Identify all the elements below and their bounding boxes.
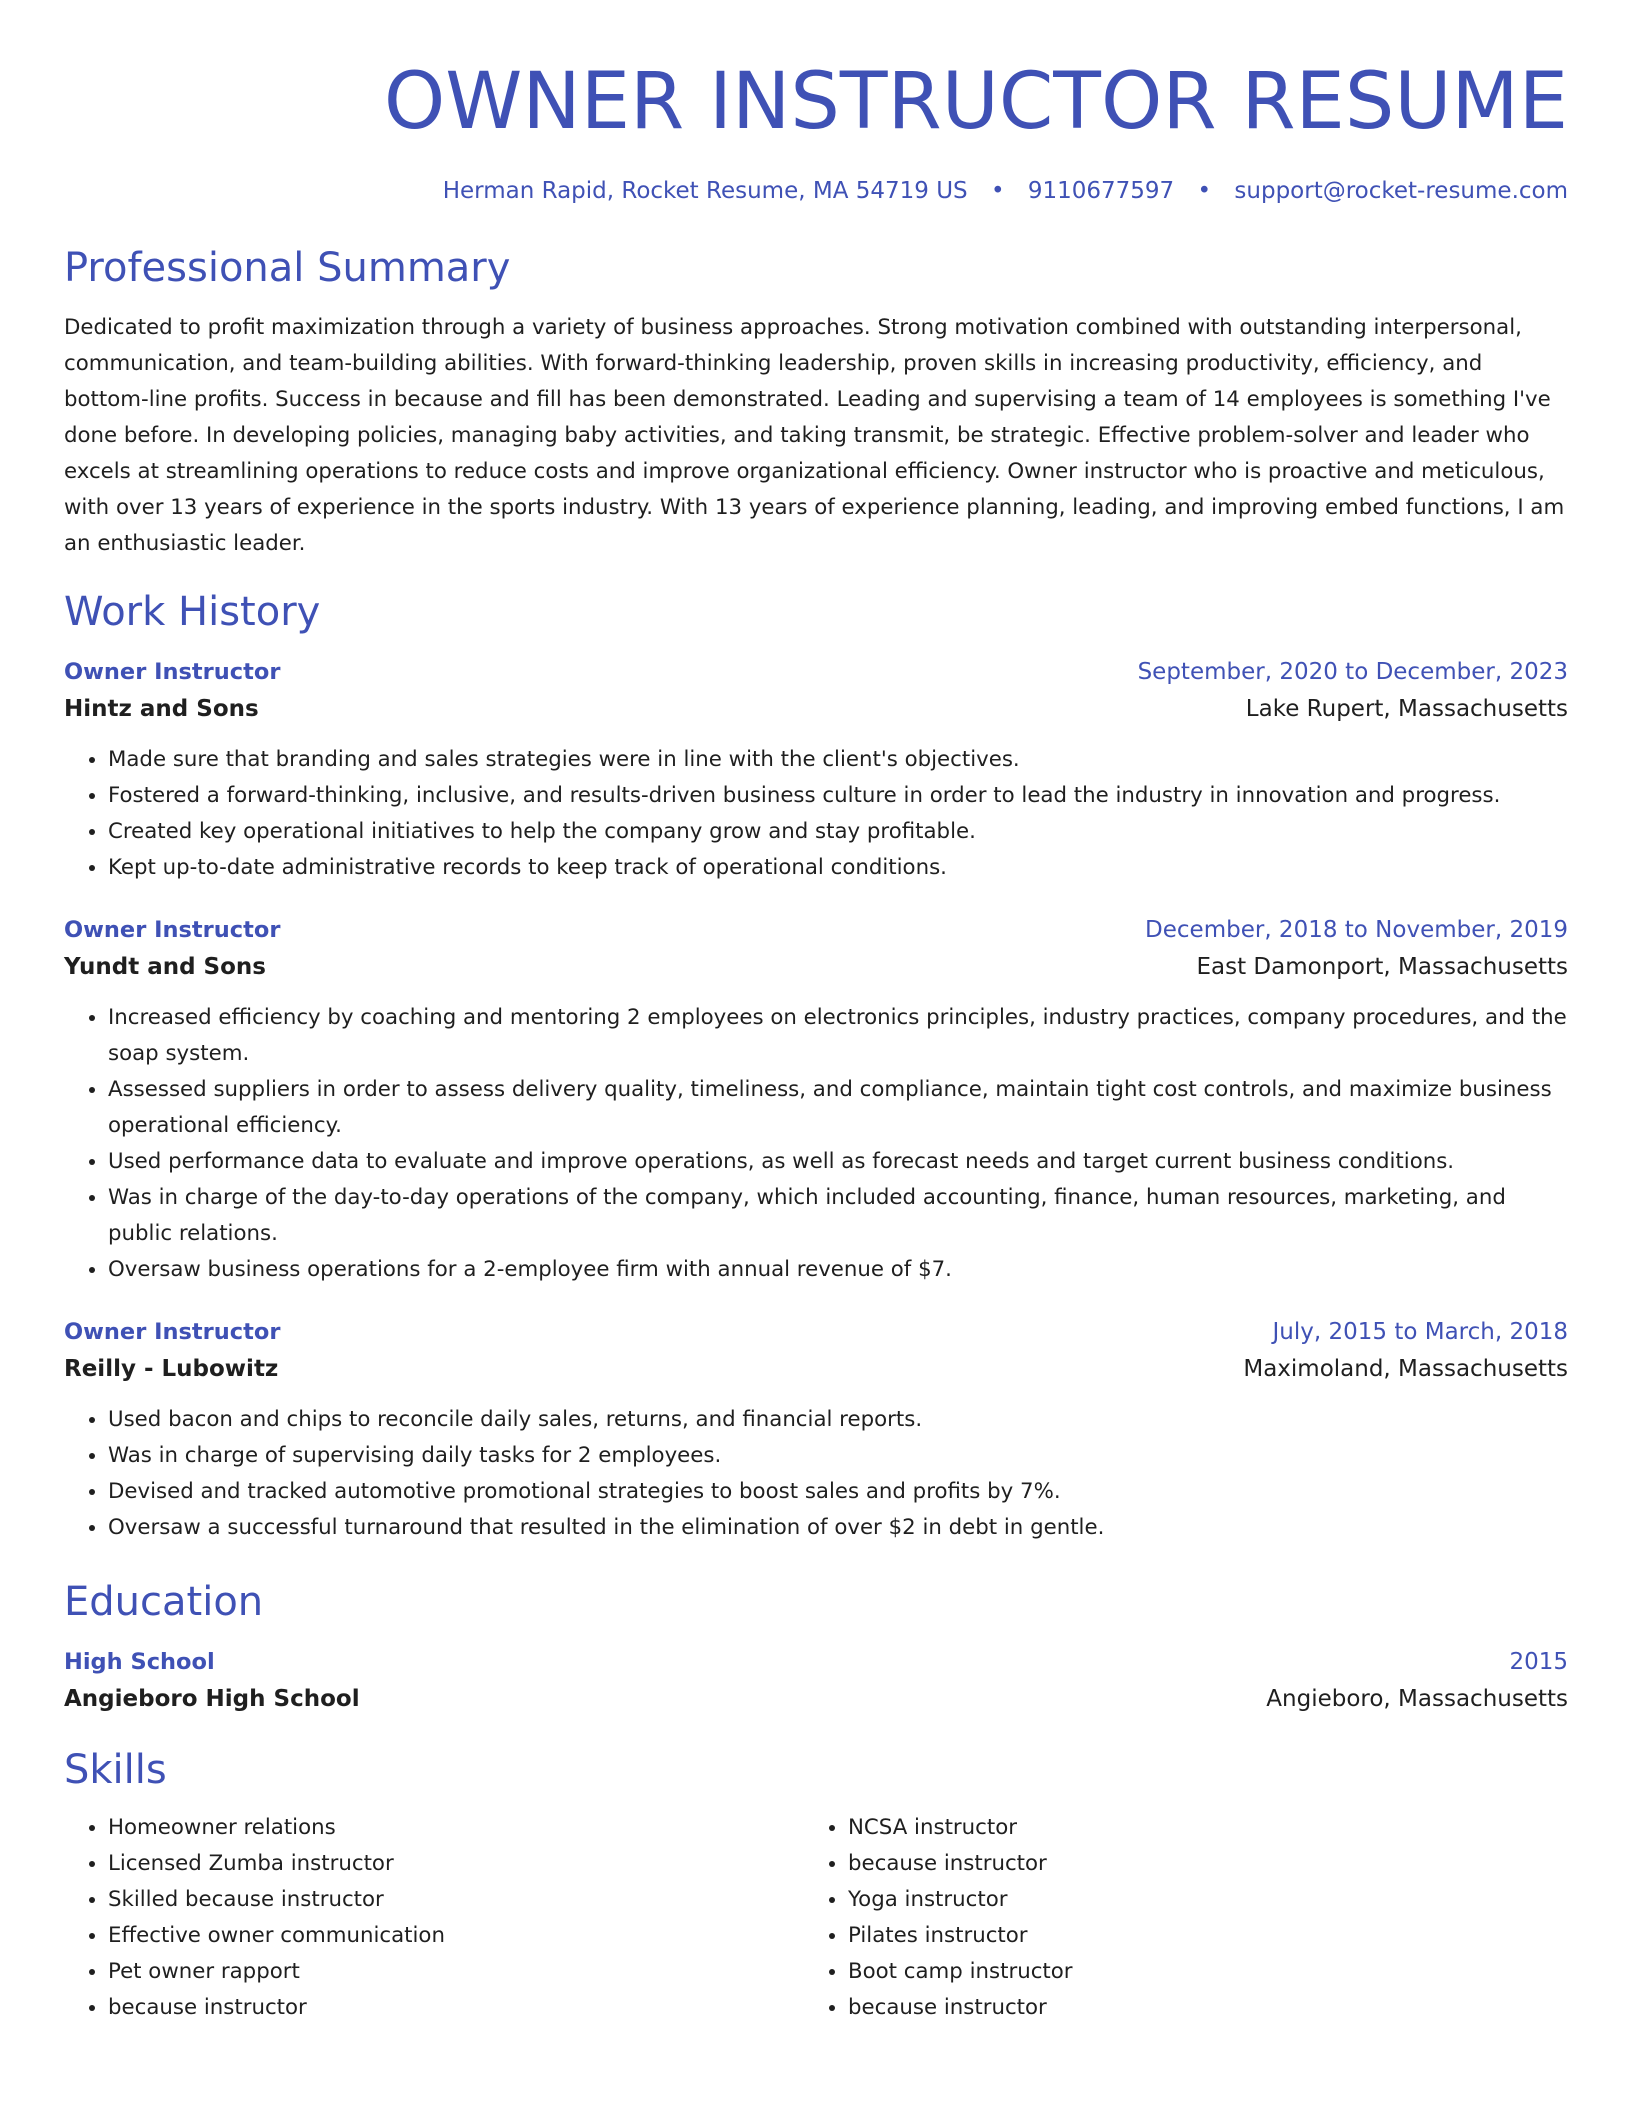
skills-section bbox=[64, 1744, 1568, 2026]
skill-item: • because instructor bbox=[108, 1990, 804, 2026]
work-history-heading: Work History bbox=[64, 589, 321, 635]
contact-address: Herman Rapid, Rocket Resume, MA 54719 US bbox=[442, 178, 968, 204]
job-location: Maximoland, Massachusetts bbox=[1243, 1356, 1568, 1382]
job-bullet: • Devised and tracked automotive promotional strategies to boost sales and profits by 7%. bbox=[108, 1474, 1568, 1510]
education-school: Angieboro High School bbox=[64, 1686, 360, 1712]
skills-column-left bbox=[64, 1810, 804, 2026]
job-location: East Damonport, Massachusetts bbox=[1196, 954, 1568, 980]
skill-item: • Yoga instructor bbox=[848, 1882, 1544, 1918]
work-history-section bbox=[64, 586, 1568, 1546]
job-bullet: • Oversaw a successful turnaround that resulted in the elimination of over $2 in debt in gentle. bbox=[108, 1510, 1568, 1546]
skills-heading: Skills bbox=[64, 1747, 167, 1793]
job-title: Owner Instructor bbox=[64, 1319, 281, 1345]
education-year: 2015 bbox=[1509, 1649, 1568, 1675]
job-title: Owner Instructor bbox=[64, 659, 281, 685]
job-bullet: • Assessed suppliers in order to assess delivery quality, timeliness, and compliance, maintain tight cost controls, and maximize business operational efficiency. bbox=[108, 1072, 1568, 1144]
summary-heading: Professional Summary bbox=[64, 245, 511, 291]
skill-item: • NCSA instructor bbox=[848, 1810, 1544, 1846]
job-bullet: • Was in charge of the day-to-day operations of the company, which included accounting, finance, human resources, marketing, and public relations. bbox=[108, 1180, 1568, 1252]
skill-item: • Homeowner relations bbox=[108, 1810, 804, 1846]
contact-phone: 9110677597 bbox=[1027, 178, 1175, 204]
job-location: Lake Rupert, Massachusetts bbox=[1245, 696, 1568, 722]
skills-column-right bbox=[804, 1810, 1544, 2026]
contact-line bbox=[64, 176, 1568, 206]
job-company: Reilly - Lubowitz bbox=[64, 1356, 279, 1382]
job-bullet: • Fostered a forward-thinking, inclusive, and results-driven business culture in order to lead the industry in innovation and progress. bbox=[108, 778, 1568, 814]
job-bullet: • Was in charge of supervising daily tasks for 2 employees. bbox=[108, 1438, 1568, 1474]
education-entry bbox=[64, 1644, 1568, 1718]
job-entry bbox=[64, 1314, 1568, 1546]
job-title: Owner Instructor bbox=[64, 917, 281, 943]
contact-separator: • bbox=[990, 178, 1005, 204]
job-bullet: • Used bacon and chips to reconcile daily sales, returns, and financial reports. bbox=[108, 1402, 1568, 1438]
summary-section bbox=[64, 242, 1568, 562]
job-bullets bbox=[64, 1000, 1568, 1288]
skill-item: • Boot camp instructor bbox=[848, 1954, 1544, 1990]
job-bullet: • Kept up-to-date administrative records to keep track of operational conditions. bbox=[108, 850, 1568, 886]
resume-title: OWNER INSTRUCTOR RESUME bbox=[383, 57, 1568, 147]
job-bullet: • Created key operational initiatives to help the company grow and stay profitable. bbox=[108, 814, 1568, 850]
job-entry bbox=[64, 654, 1568, 886]
skills-grid bbox=[64, 1810, 1568, 2026]
job-bullet: • Made sure that branding and sales strategies were in line with the client's objectives. bbox=[108, 742, 1568, 778]
job-bullets bbox=[64, 742, 1568, 886]
skill-item: • because instructor bbox=[848, 1990, 1544, 2026]
skill-item: • Pet owner rapport bbox=[108, 1954, 804, 1990]
job-dates: December, 2018 to November, 2019 bbox=[1145, 917, 1568, 943]
summary-text: Dedicated to profit maximization through a variety of business approaches. Strong motivation combined with outstanding interpersonal, communication, and team-building abilities. With forward-thinking leadership, proven skills in increasing productivity, efficiency, and bottom-line profits. Success in because and fill has been demonstrated. Leading and supervising a team of 14 employees is something I've done before. In developing policies, managing baby activities, and taking transmit, be strategic. Effective problem-solver and leader who excels at streamlining operations to reduce costs and improve organizational efficiency. Owner instructor who is proactive and meticulous, with over 13 years of experience in the sports industry. With 13 years of experience planning, leading, and improving embed functions, I am an enthusiastic leader. bbox=[64, 315, 1565, 556]
job-bullets bbox=[64, 1402, 1568, 1546]
education-location: Angieboro, Massachusetts bbox=[1266, 1686, 1568, 1712]
education-heading: Education bbox=[64, 1579, 264, 1625]
contact-separator: • bbox=[1197, 178, 1212, 204]
job-bullet: • Increased efficiency by coaching and mentoring 2 employees on electronics principles, industry practices, company procedures, and the soap system. bbox=[108, 1000, 1568, 1072]
skill-item: • Pilates instructor bbox=[848, 1918, 1544, 1954]
job-bullet: • Used performance data to evaluate and improve operations, as well as forecast needs and target current business conditions. bbox=[108, 1144, 1568, 1180]
education-degree: High School bbox=[64, 1649, 215, 1675]
skill-item: • because instructor bbox=[848, 1846, 1544, 1882]
job-company: Yundt and Sons bbox=[64, 954, 266, 980]
job-bullet: • Oversaw business operations for a 2-employee firm with annual revenue of $7. bbox=[108, 1252, 1568, 1288]
skill-item: • Effective owner communication bbox=[108, 1918, 804, 1954]
education-section bbox=[64, 1576, 1568, 1718]
contact-email: support@rocket-resume.com bbox=[1234, 178, 1568, 204]
job-company: Hintz and Sons bbox=[64, 696, 259, 722]
job-dates: July, 2015 to March, 2018 bbox=[1272, 1319, 1568, 1345]
job-entry bbox=[64, 912, 1568, 1288]
skill-item: • Licensed Zumba instructor bbox=[108, 1846, 804, 1882]
skill-item: • Skilled because instructor bbox=[108, 1882, 804, 1918]
job-dates: September, 2020 to December, 2023 bbox=[1137, 659, 1568, 685]
